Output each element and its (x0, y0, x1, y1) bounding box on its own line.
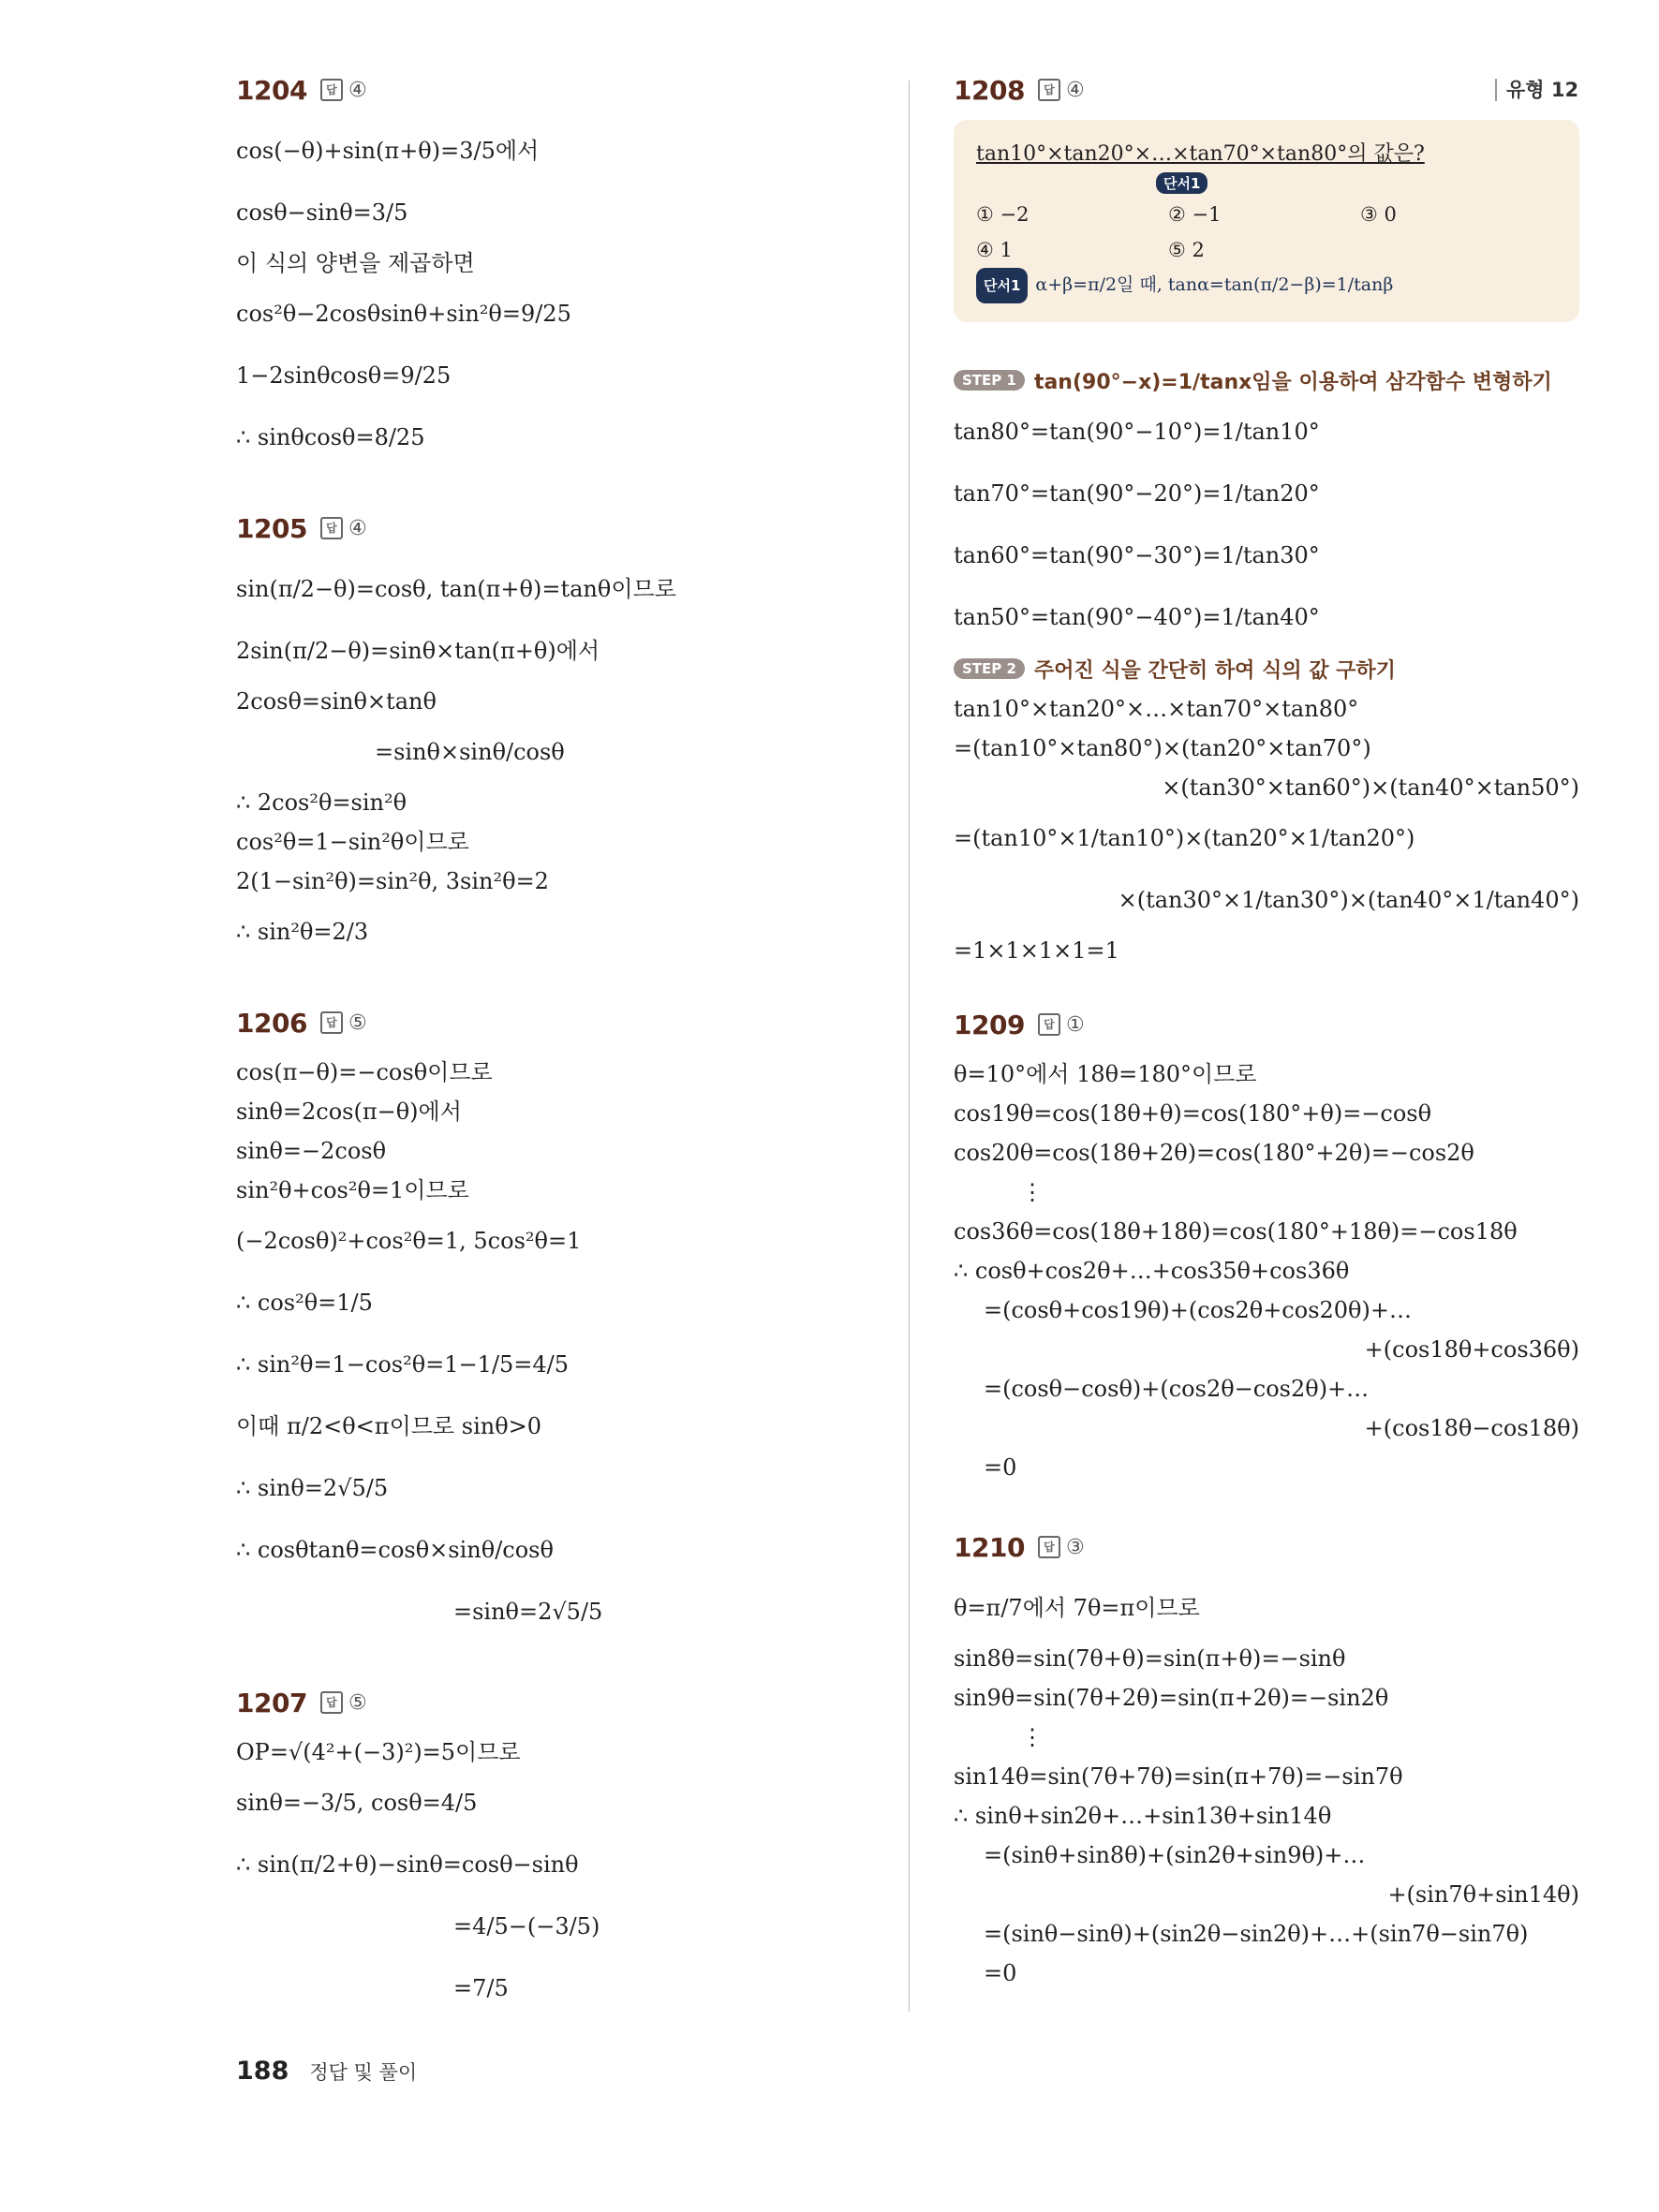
step-1: STEP 1 tan(90°−x)=1/tanx임을 이용하여 삼각함수 변형하기 (954, 360, 1579, 401)
solution-line: θ=10°에서 18θ=180°이므로 (954, 1061, 1257, 1087)
solution-line: =(sinθ+sin8θ)+(sin2θ+sin9θ)+… (984, 1842, 1366, 1868)
answer-icon: 답 (320, 1011, 343, 1034)
choice: ③ 0 (1360, 203, 1397, 226)
solution-line: =sinθ×sinθ/cosθ (375, 739, 565, 765)
problem-number: 1206 (236, 1007, 307, 1039)
solution-line: ∴ sin²θ=2/3 (236, 919, 369, 945)
solution-line: θ=π/7에서 7θ=π이므로 (954, 1595, 1200, 1621)
answer: 답 ④ (320, 517, 367, 540)
solution-line: 2sin(π/2−θ)=sinθ×tan(π+θ)에서 (236, 638, 600, 664)
solution-line: ∴ sin²θ=1−cos²θ=1−1/5=4/5 (236, 1351, 570, 1378)
solution-line: OP=√(4²+(−3)²)=5이므로 (236, 1739, 521, 1765)
question-text: tan10°×tan20°×…×tan70°×tan80°의 값은? (976, 142, 1425, 166)
page-number: 188 (236, 2057, 289, 2086)
problem-1206 (236, 1006, 882, 1643)
solution-line: =sinθ=2√5/5 (453, 1599, 603, 1625)
solution-line: =(tan10°×1/tan10°)×(tan20°×1/tan20°) (954, 825, 1415, 851)
choice: ④ 1 (976, 239, 1013, 261)
footer-label: 정답 및 풀이 (309, 2060, 418, 2084)
solution-line: 1−2sinθcosθ=9/25 (236, 362, 452, 389)
answer-icon: 답 (1038, 1536, 1060, 1558)
solution-line: =0 (984, 1454, 1017, 1481)
solution-line: ∴ cos²θ=1/5 (236, 1290, 373, 1316)
step-2: STEP 2 주어진 식을 간단히 하여 식의 값 구하기 (954, 648, 1579, 689)
answer: 답 ⑤ (320, 1011, 367, 1035)
question-box (954, 120, 1579, 322)
solution-line: =(tan10°×tan80°)×(tan20°×tan70°) (954, 735, 1371, 761)
answer: 답 ③ (1038, 1536, 1085, 1559)
solution-line: tan60°=tan(90°−30°)=1/tan30° (954, 542, 1320, 568)
solution-line: 2cosθ=sinθ×tanθ (236, 688, 437, 715)
solution-line: ⋮ (1021, 1724, 1044, 1750)
solution-line: ∴ cosθtanθ=cosθ×sinθ/cosθ (236, 1537, 554, 1563)
solution-line: =(cosθ−cosθ)+(cos2θ−cos2θ)+… (984, 1376, 1370, 1402)
solution-line: ∴ sinθ=2√5/5 (236, 1475, 389, 1501)
column-divider (909, 81, 910, 2012)
problem-1209 (954, 1008, 1579, 1487)
step-badge: STEP 2 (954, 658, 1025, 679)
solution-line: ∴ sin(π/2+θ)−sinθ=cosθ−sinθ (236, 1851, 579, 1878)
problem-number: 1208 (954, 74, 1025, 106)
answer-icon: 답 (320, 1691, 343, 1714)
solution-line: sin9θ=sin(7θ+2θ)=sin(π+2θ)=−sin2θ (954, 1685, 1389, 1711)
solution-line: sin14θ=sin(7θ+7θ)=sin(π+7θ)=−sin7θ (954, 1763, 1403, 1790)
solution-line: cos(π−θ)=−cosθ이므로 (236, 1059, 493, 1085)
solution-line: sinθ=−2cosθ (236, 1138, 387, 1164)
choice: ⑤ 2 (1168, 239, 1205, 261)
solution-line: sinθ=−3/5, cosθ=4/5 (236, 1790, 478, 1816)
choice: ② −1 (1168, 203, 1222, 226)
problem-number: 1205 (236, 512, 307, 544)
solution-line: (−2cosθ)²+cos²θ=1, 5cos²θ=1 (236, 1228, 582, 1254)
solution-line: sin(π/2−θ)=cosθ, tan(π+θ)=tanθ이므로 (236, 576, 676, 602)
solution-line: ∴ cosθ+cos2θ+…+cos35θ+cos36θ (954, 1258, 1350, 1284)
answer-icon: 답 (320, 79, 343, 101)
problem-1210 (954, 1530, 1579, 1993)
problem-number: 1204 (236, 74, 307, 106)
solution-line: +(sin7θ+sin14θ) (1387, 1881, 1579, 1908)
page-footer (236, 2057, 417, 2086)
answer: 답 ④ (320, 79, 367, 102)
problem-1205 (236, 511, 882, 963)
section-tag: 유형 12 (1495, 79, 1578, 101)
right-column (954, 73, 1579, 2036)
answer-icon: 답 (320, 517, 343, 539)
hint-marker: 단서1 (1156, 172, 1207, 194)
solution-line: tan50°=tan(90°−40°)=1/tan40° (954, 604, 1320, 630)
solution-line: cos36θ=cos(18θ+18θ)=cos(180°+18θ)=−cos18θ (954, 1218, 1518, 1245)
step-badge: STEP 1 (954, 370, 1025, 391)
answer-icon: 답 (1038, 1013, 1060, 1036)
solution-line: ∴ sinθcosθ=8/25 (236, 424, 425, 450)
problem-1208 (954, 73, 1579, 970)
left-column (236, 73, 882, 2062)
solution-line: =4/5−(−3/5) (453, 1913, 600, 1939)
solution-line: +(cos18θ−cos18θ) (1364, 1415, 1579, 1441)
solution-line: =1×1×1×1=1 (954, 937, 1119, 964)
solution-line: 이때 π/2<θ<π이므로 sinθ>0 (236, 1413, 542, 1439)
solution-line: sinθ=2cos(π−θ)에서 (236, 1099, 462, 1125)
answer: 답 ① (1038, 1013, 1085, 1037)
solution-line: tan70°=tan(90°−20°)=1/tan20° (954, 480, 1320, 507)
problem-1204 (236, 73, 882, 468)
answer-icon: 답 (1038, 79, 1060, 101)
problem-number: 1207 (236, 1687, 307, 1718)
solution-line: =7/5 (453, 1975, 509, 2001)
answer: 답 ④ (1038, 79, 1085, 102)
choices (976, 197, 1559, 268)
solution-line: cos²θ=1−sin²θ이므로 (236, 829, 469, 855)
problem-number: 1210 (954, 1531, 1025, 1563)
solution-line: ×(tan30°×tan60°)×(tan40°×tan50°) (1162, 774, 1579, 801)
solution-line: =0 (984, 1960, 1017, 1986)
hint-line: 단서1 α+β=π/2일 때, tanα=tan(π/2−β)=1/tanβ (976, 268, 1559, 303)
solution-line: ×(tan30°×1/tan30°)×(tan40°×1/tan40°) (1118, 887, 1579, 913)
answer: 답 ⑤ (320, 1691, 367, 1715)
hint-marker: 단서1 (976, 268, 1028, 303)
solution-line: ∴ 2cos²θ=sin²θ (236, 789, 407, 816)
solution-line: =(sinθ−sinθ)+(sin2θ−sin2θ)+…+(sin7θ−sin7θ) (984, 1921, 1529, 1947)
solution-line: 이 식의 양변을 제곱하면 (236, 250, 475, 276)
solution-line: 2(1−sin²θ)=sin²θ, 3sin²θ=2 (236, 868, 549, 894)
solution-line: =(cosθ+cos19θ)+(cos2θ+cos20θ)+… (984, 1297, 1412, 1323)
solution-line: +(cos18θ+cos36θ) (1364, 1336, 1579, 1363)
solution-line: ∴ sinθ+sin2θ+…+sin13θ+sin14θ (954, 1803, 1332, 1829)
solution-line: sin8θ=sin(7θ+θ)=sin(π+θ)=−sinθ (954, 1645, 1346, 1672)
solution-line: cosθ−sinθ=3/5 (236, 199, 408, 226)
solution-line: ⋮ (1021, 1179, 1044, 1205)
solution-line: cos(−θ)+sin(π+θ)=3/5에서 (236, 138, 540, 164)
solution-line: cos²θ−2cosθsinθ+sin²θ=9/25 (236, 301, 571, 327)
problem-number: 1209 (954, 1009, 1025, 1040)
solution-line: tan10°×tan20°×…×tan70°×tan80° (954, 696, 1359, 722)
solution-line: tan80°=tan(90°−10°)=1/tan10° (954, 419, 1320, 445)
solution-line: sin²θ+cos²θ=1이므로 (236, 1177, 469, 1203)
solution-line: cos19θ=cos(18θ+θ)=cos(180°+θ)=−cosθ (954, 1100, 1432, 1127)
choice: ① −2 (976, 203, 1029, 226)
problem-1207 (236, 1686, 882, 2019)
solution-line: cos20θ=cos(18θ+2θ)=cos(180°+2θ)=−cos2θ (954, 1140, 1474, 1166)
